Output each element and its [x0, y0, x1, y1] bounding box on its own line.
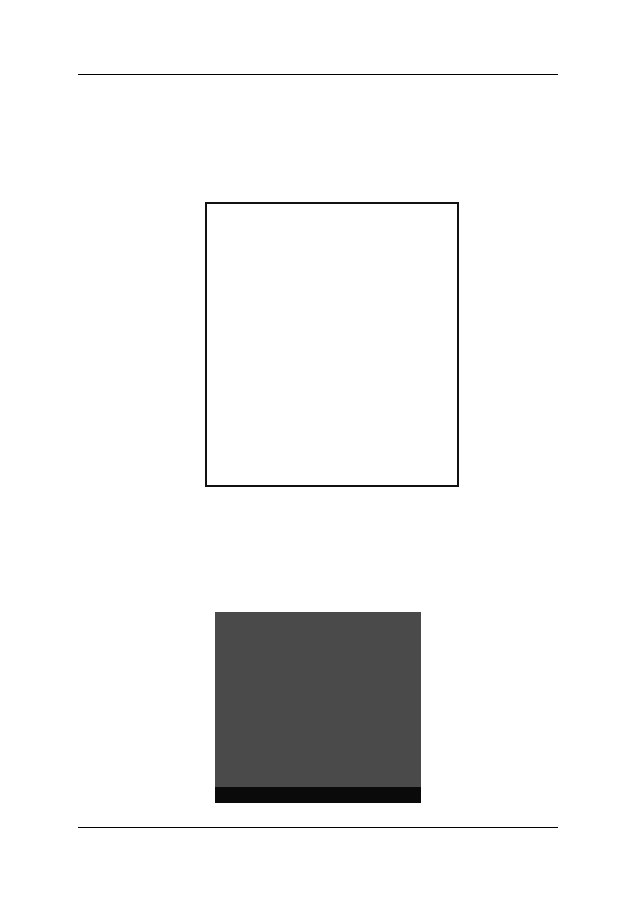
section-heading [0, 91, 638, 103]
paragraph-structural [79, 115, 559, 128]
plot-frame [206, 203, 458, 486]
footer-rule [78, 827, 558, 828]
sem-databar [215, 787, 421, 803]
sem-micrograph [215, 612, 421, 803]
xrd-chart [170, 195, 470, 525]
header-rule [78, 74, 558, 75]
paragraph-microstructural [79, 563, 559, 576]
